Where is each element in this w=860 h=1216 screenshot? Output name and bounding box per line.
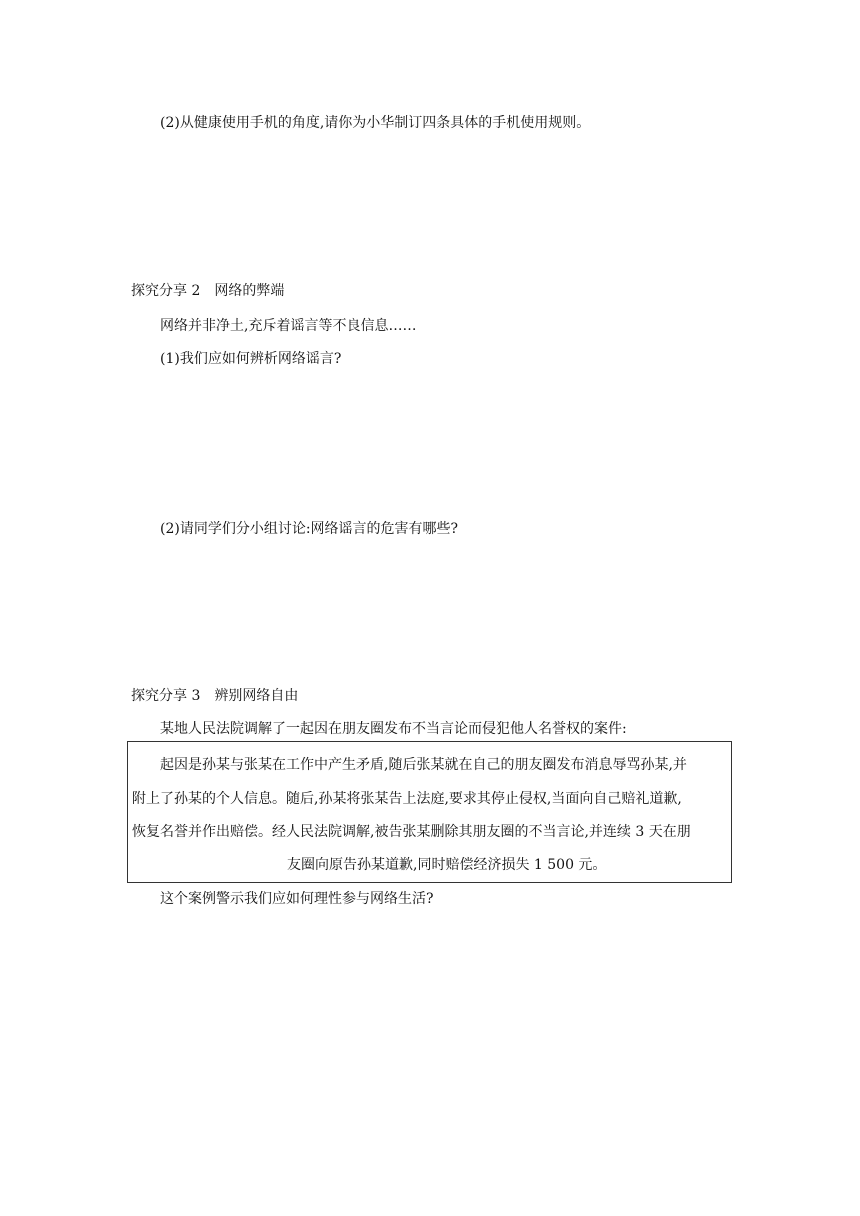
case-line-3: 恢复名誉并作出赔偿。经人民法院调解,被告张某删除其朋友圈的不当言论,并连续 3 天在朋 [132, 824, 691, 840]
section-2-heading: 探究分享 2 网络的弊端 [131, 283, 285, 299]
section-2-intro: 网络并非净土,充斥着谣言等不良信息…… [160, 318, 417, 334]
case-box [127, 741, 732, 883]
section-3-intro: 某地人民法院调解了一起因在朋友圈发布不当言论而侵犯他人名誉权的案件: [160, 721, 627, 737]
section-2-question-1: (1)我们应如何辨析网络谣言? [160, 351, 342, 367]
section-3-heading: 探究分享 3 辨别网络自由 [131, 688, 299, 704]
case-line-2: 附上了孙某的个人信息。随后,孙某将张某告上法庭,要求其停止侵权,当面向自己赔礼道歉, [132, 791, 682, 807]
question-1-part-2: (2)从健康使用手机的角度,请你为小华制订四条具体的手机使用规则。 [160, 115, 591, 131]
case-line-4: 友圈向原告孙某道歉,同时赔偿经济损失 1 500 元。 [287, 857, 607, 873]
section-3-question: 这个案例警示我们应如何理性参与网络生活? [160, 891, 434, 907]
section-2-question-2: (2)请同学们分小组讨论:网络谣言的危害有哪些? [160, 521, 459, 537]
case-line-1: 起因是孙某与张某在工作中产生矛盾,随后张某就在自己的朋友圈发布消息辱骂孙某,并 [160, 757, 687, 773]
